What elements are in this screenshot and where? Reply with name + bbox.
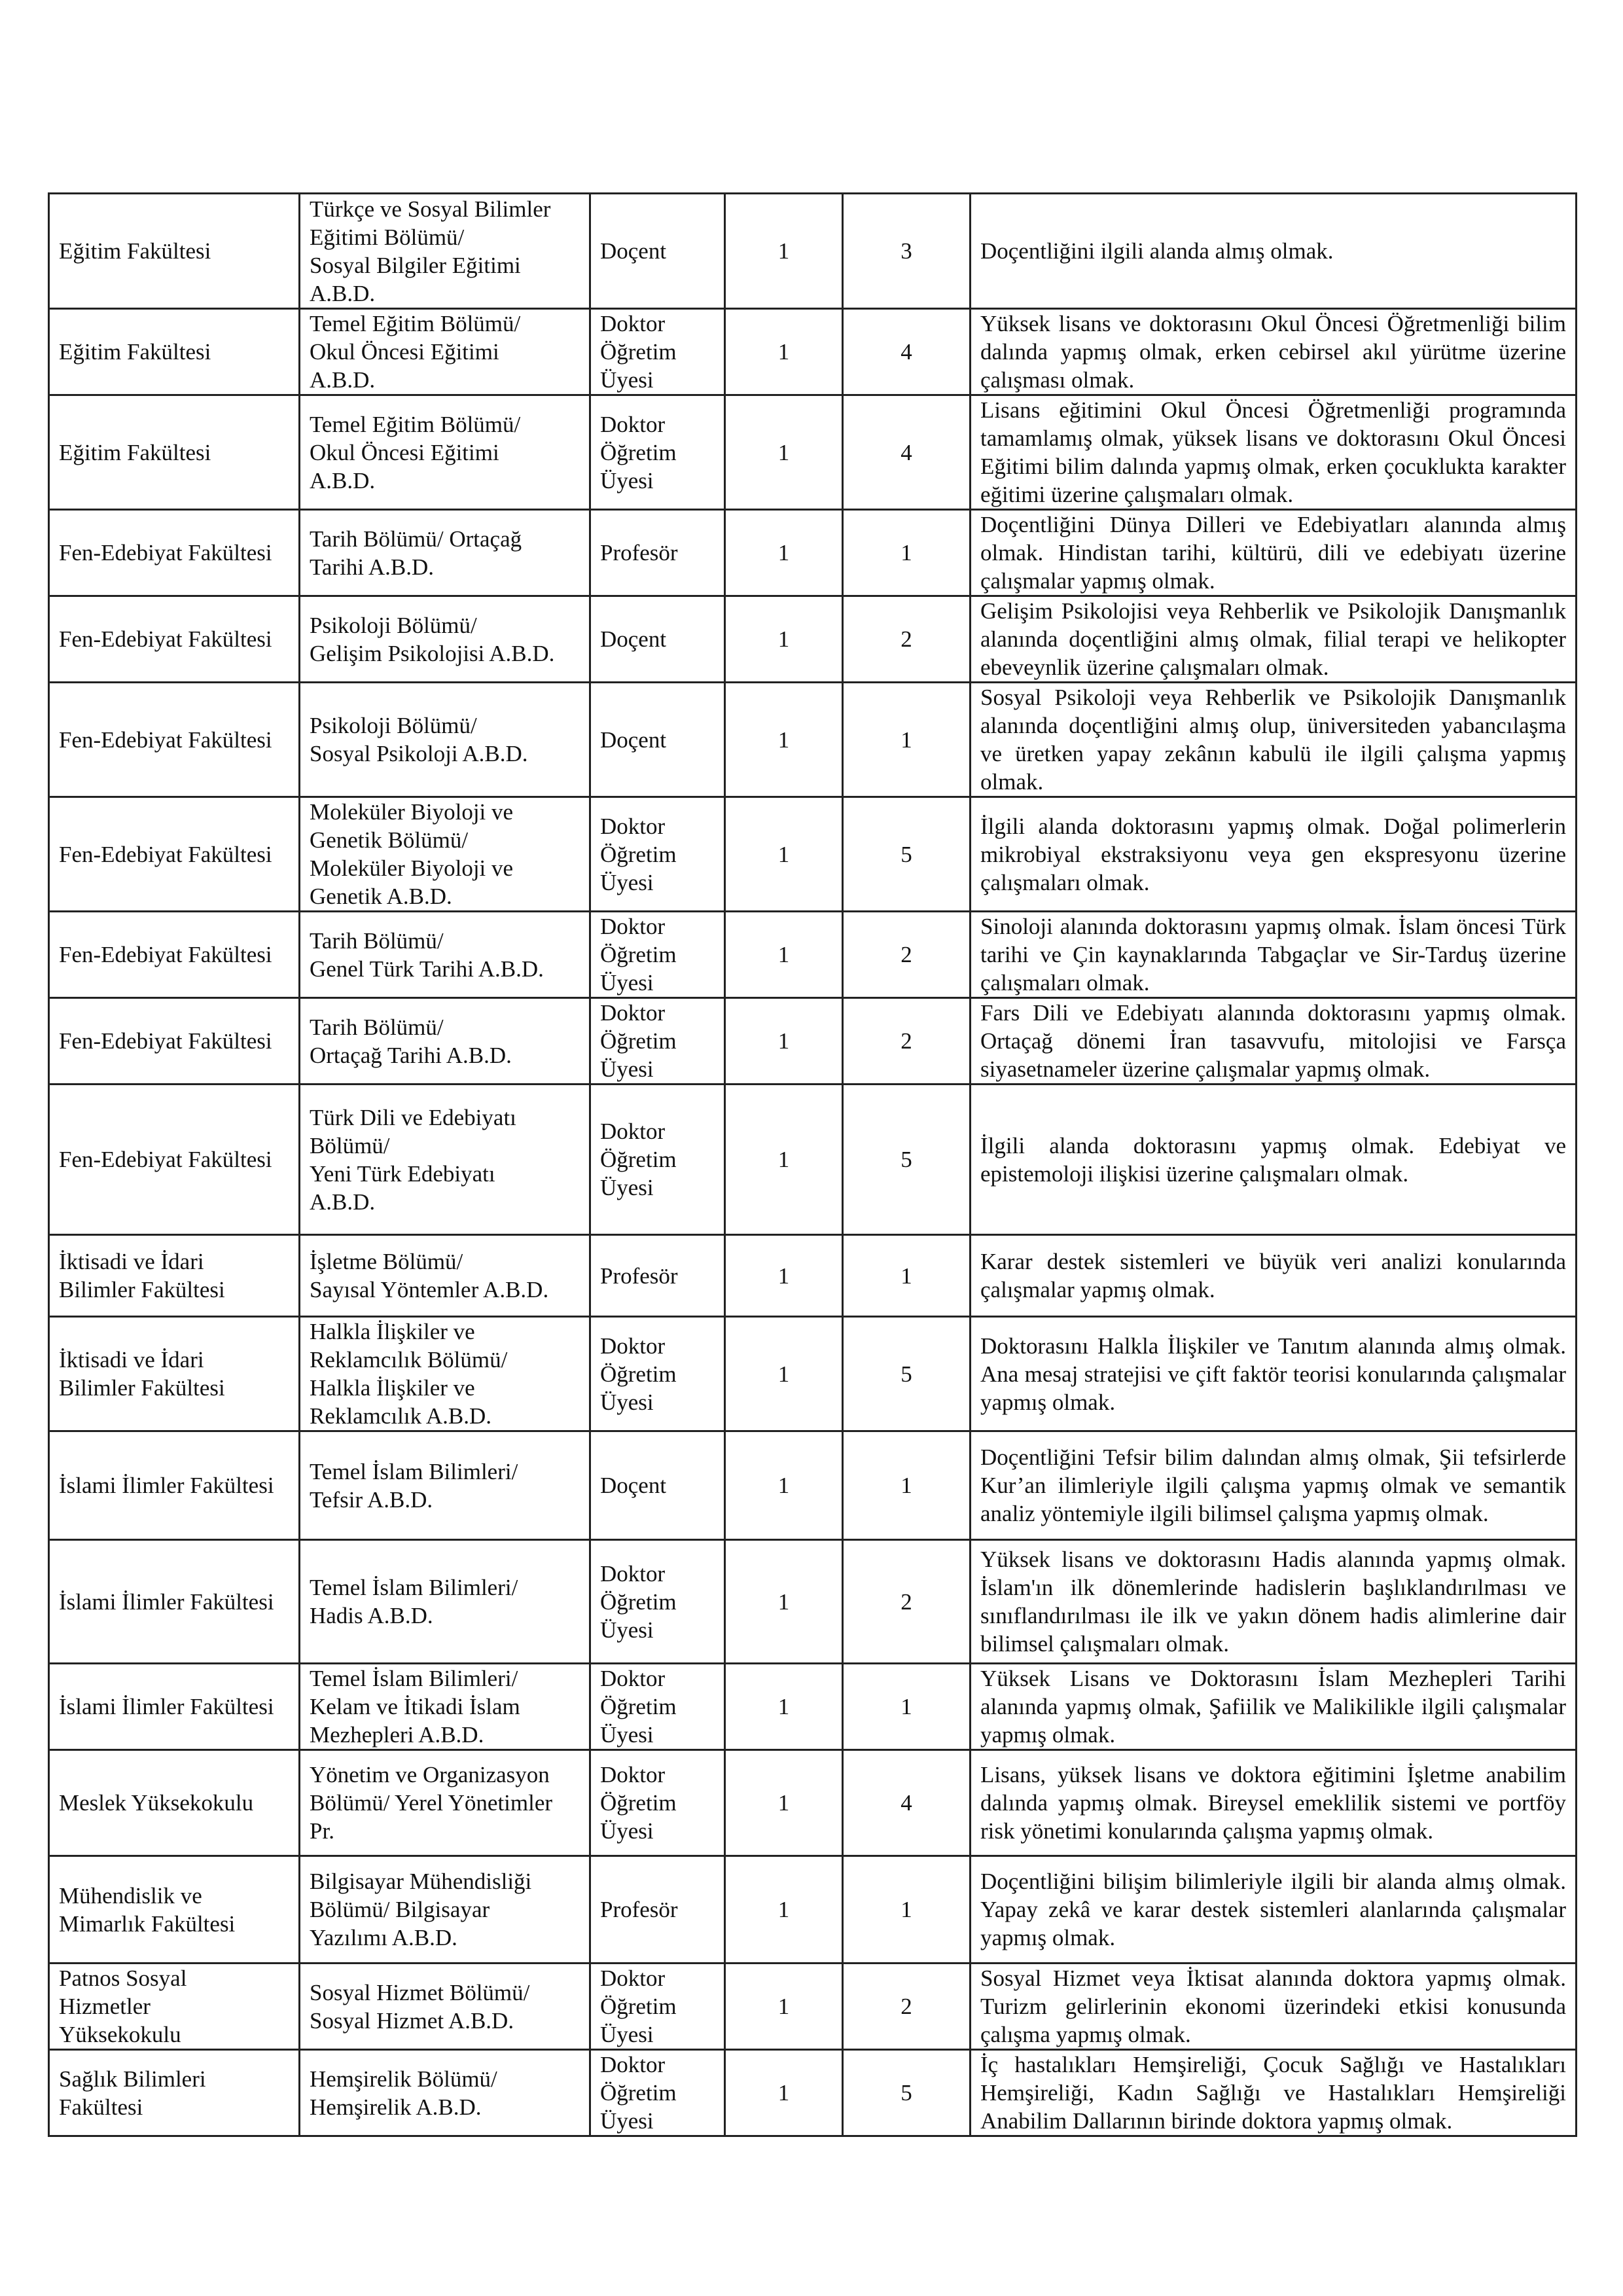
cell-text-line: A.B.D. (310, 467, 376, 493)
cell-text-line: Profesör (600, 1897, 678, 1922)
table-row (49, 1750, 1577, 1856)
cell-text-line: Sosyal Psikoloji A.B.D. (310, 741, 528, 766)
table-row (49, 395, 1577, 510)
cell-text-line: Doktor (600, 1965, 666, 1991)
faculty-cell (49, 510, 300, 596)
faculty-cell (49, 1540, 300, 1664)
cell-text-line: Öğretim (600, 1694, 677, 1719)
cell-text-line: İşletme Bölümü/ (310, 1249, 463, 1274)
position-count-cell: 1 (843, 510, 971, 596)
cell-text-line: Öğretim (600, 2080, 677, 2106)
cell-text-line: Doçent (600, 726, 667, 753)
position-count-cell: 3 (843, 194, 971, 309)
academic-title-cell (590, 1750, 725, 1856)
cell-text-line: Kelam ve İtikadi İslam (310, 1694, 520, 1719)
academic-title-cell (590, 395, 725, 510)
cell-text-line: Reklamcılık A.B.D. (310, 1403, 492, 1429)
table-row (49, 2050, 1577, 2136)
table-row (49, 1540, 1577, 1664)
cell-text-line: Genetik A.B.D. (310, 884, 452, 909)
academic-title-cell (590, 683, 725, 797)
department-cell (300, 1750, 590, 1856)
cell-text-line: Bilimler Fakültesi (59, 1375, 225, 1401)
requirement-cell: Yüksek lisans ve doktorasını Hadis alanında yapmış olmak. İslam'ın ilk dönemlerinde hadislerin başlıklandırılması ve sınıflandırılması ile ilk ve yakın dönem hadis alimlerine dair bilimsel çalışmaları olmak. (971, 1540, 1577, 1664)
cell-text-line: Halkla İlişkiler ve (310, 1319, 475, 1344)
cell-text-line: Okul Öncesi Eğitimi (310, 339, 499, 365)
faculty-cell (49, 596, 300, 683)
cell-text-line: İktisadi ve İdari (59, 1249, 204, 1274)
cell-text-line: Psikoloji Bölümü/ (310, 612, 477, 638)
department-cell (300, 596, 590, 683)
level-cell: 1 (725, 1540, 843, 1664)
cell-text-line: Temel İslam Bilimleri/ (310, 1666, 518, 1691)
position-count-cell: 1 (843, 1856, 971, 1964)
level-cell: 1 (725, 1235, 843, 1317)
level-cell: 1 (725, 510, 843, 596)
position-count-cell: 4 (843, 395, 971, 510)
cell-text-line: Temel Eğitim Bölümü/ (310, 311, 521, 336)
cell-text-line: Fen-Edebiyat Fakültesi (59, 841, 272, 867)
position-count-cell: 1 (843, 1431, 971, 1540)
department-cell (300, 1964, 590, 2050)
requirement-cell: Doktorasını Halkla İlişkiler ve Tanıtım alanında almış olmak. Ana mesaj stratejisi ve çift faktör teorisi konularında çalışmalar yapmış olmak. (971, 1317, 1577, 1431)
cell-text-line: Eğitimi Bölümü/ (310, 224, 465, 250)
department-cell (300, 1317, 590, 1431)
cell-text-line: Üyesi (600, 1175, 654, 1200)
cell-text-line: Doktor (600, 1333, 666, 1359)
cell-text-line: Bilgisayar Mühendisliği (310, 1869, 532, 1894)
faculty-cell (49, 998, 300, 1085)
cell-text-line: Fen-Edebiyat Fakültesi (59, 1147, 272, 1172)
faculty-cell (49, 1664, 300, 1750)
cell-text-line: Öğretim (600, 339, 677, 365)
department-cell (300, 1431, 590, 1540)
table-row (49, 194, 1577, 309)
cell-text-line: Hadis A.B.D. (310, 1603, 433, 1628)
academic-title-cell (590, 1540, 725, 1664)
academic-title-cell (590, 998, 725, 1085)
position-count-cell: 5 (843, 1085, 971, 1235)
cell-text-line: Öğretim (600, 1147, 677, 1172)
level-cell: 1 (725, 1317, 843, 1431)
cell-text-line: Hemşirelik A.B.D. (310, 2094, 482, 2120)
cell-text-line: Doçent (600, 238, 667, 264)
cell-text-line: Öğretim (600, 1028, 677, 1054)
level-cell: 1 (725, 395, 843, 510)
department-cell (300, 1540, 590, 1664)
cell-text-line: Doktor (600, 1666, 666, 1691)
cell-text-line: İslami İlimler Fakültesi (59, 1694, 274, 1719)
table-row (49, 1235, 1577, 1317)
requirement-cell: Sinoloji alanında doktorasını yapmış olmak. İslam öncesi Türk tarihi ve Çin kaynaklarında Tabgaçlar ve Sir-Tarduş üzerine çalışmaları olmak. (971, 912, 1577, 998)
cell-text-line: Öğretim (600, 1790, 677, 1816)
level-cell: 1 (725, 1085, 843, 1235)
academic-title-cell (590, 1856, 725, 1964)
cell-text-line: Tarih Bölümü/ (310, 927, 444, 954)
table-row (49, 510, 1577, 596)
faculty-cell (49, 1964, 300, 2050)
cell-text-line: Türkçe ve Sosyal Bilimler (310, 196, 551, 222)
faculty-cell (49, 1085, 300, 1235)
position-count-cell: 5 (843, 1317, 971, 1431)
table-row (49, 912, 1577, 998)
cell-text-line: Fen-Edebiyat Fakültesi (59, 540, 272, 565)
requirement-cell: Lisans, yüksek lisans ve doktora eğitimini İşletme anabilim dalında yapmış olmak. Bireysel emeklilik sistemi ve portföy risk yönetimi konularında çalışma yapmış olmak. (971, 1750, 1577, 1856)
cell-text-line: Gelişim Psikolojisi A.B.D. (310, 640, 555, 666)
department-cell (300, 912, 590, 998)
cell-text-line: Üyesi (600, 1722, 654, 1748)
table-row (49, 683, 1577, 797)
level-cell: 1 (725, 2050, 843, 2136)
level-cell: 1 (725, 1431, 843, 1540)
faculty-cell (49, 1750, 300, 1856)
cell-text-line: Genel Türk Tarihi A.B.D. (310, 956, 544, 982)
cell-text-line: Tarih Bölümü/ (310, 1014, 444, 1040)
position-count-cell: 4 (843, 309, 971, 395)
cell-text-line: Hemşirelik Bölümü/ (310, 2066, 497, 2092)
department-cell (300, 683, 590, 797)
cell-text-line: Fen-Edebiyat Fakültesi (59, 1028, 272, 1054)
table-body (49, 194, 1577, 2136)
cell-text-line: Öğretim (600, 1994, 677, 2019)
table-row (49, 1856, 1577, 1964)
requirement-cell: Doçentliğini bilişim bilimleriyle ilgili bir alanda almış olmak. Yapay zekâ ve karar destek sistemleri alanlarında çalışmalar yapmış olmak. (971, 1856, 1577, 1964)
cell-text-line: Üyesi (600, 2022, 654, 2047)
position-count-cell: 1 (843, 1664, 971, 1750)
level-cell: 1 (725, 1750, 843, 1856)
requirement-cell: Sosyal Hizmet veya İktisat alanında doktora yapmış olmak. Turizm gelirlerinin ekonomi üzerindeki etkisi konusunda çalışma yapmış olmak. (971, 1964, 1577, 2050)
academic-title-cell (590, 2050, 725, 2136)
cell-text-line: Doçent (600, 626, 667, 652)
level-cell: 1 (725, 912, 843, 998)
cell-text-line: Eğitim Fakültesi (59, 439, 211, 465)
position-count-cell: 2 (843, 1964, 971, 2050)
department-cell (300, 1856, 590, 1964)
cell-text-line: A.B.D. (310, 280, 376, 306)
cell-text-line: Üyesi (600, 2108, 654, 2134)
academic-title-cell (590, 797, 725, 912)
cell-text-line: Profesör (600, 540, 678, 565)
cell-text-line: Öğretim (600, 1361, 677, 1387)
requirement-cell: İç hastalıkları Hemşireliği, Çocuk Sağlığı ve Hastalıkları Hemşireliği, Kadın Sağlığı ve Hastalıkları Hemşireliği Anabilim Dallarının birinde doktora yapmış olmak. (971, 2050, 1577, 2136)
table-row (49, 596, 1577, 683)
requirement-cell: Gelişim Psikolojisi veya Rehberlik ve Psikolojik Danışmanlık alanında doçentliğini almış olmak, filial terapi ve helikopter ebeveynlik üzerine çalışmaları olmak. (971, 596, 1577, 683)
cell-text-line: Tefsir A.B.D. (310, 1486, 433, 1513)
department-cell (300, 2050, 590, 2136)
requirement-cell: Lisans eğitimini Okul Öncesi Öğretmenliği programında tamamlamış olmak, yüksek lisans ve doktorasını Okul Öncesi Eğitimi bilim dalında yapmış olmak, erken çocuklukta karakter eğitimi üzerine çalışmaları olmak. (971, 395, 1577, 510)
cell-text-line: Doktor (600, 411, 666, 437)
cell-text-line: Yeni Türk Edebiyatı (310, 1160, 495, 1187)
level-cell: 1 (725, 1664, 843, 1750)
table-row (49, 1664, 1577, 1750)
academic-title-cell (590, 1085, 725, 1235)
cell-text-line: Türk Dili ve Edebiyatı (310, 1104, 516, 1130)
cell-text-line: Yönetim ve Organizasyon (310, 1762, 550, 1787)
level-cell: 1 (725, 1856, 843, 1964)
cell-text-line: Sosyal Hizmet Bölümü/ (310, 1979, 530, 2005)
cell-text-line: İktisadi ve İdari (59, 1347, 204, 1372)
department-cell (300, 1664, 590, 1750)
requirement-cell: Doçentliğini Tefsir bilim dalından almış olmak, Şii tefsirlerde Kur’an ilimleriyle ilgili çalışma yapmış olmak ve semantik analiz yöntemiyle ilgili bilimsel çalışma yapmış olmak. (971, 1431, 1577, 1540)
cell-text-line: Yüksekokulu (59, 2022, 181, 2047)
cell-text-line: Temel İslam Bilimleri/ (310, 1458, 518, 1484)
faculty-cell (49, 2050, 300, 2136)
position-count-cell: 2 (843, 1540, 971, 1664)
requirement-cell: Yüksek lisans ve doktorasını Okul Öncesi Öğretmenliği bilim dalında yapmış olmak, erken cebirsel akıl yürütme üzerine çalışması olmak. (971, 309, 1577, 395)
cell-text-line: Üyesi (600, 1818, 654, 1844)
department-cell (300, 510, 590, 596)
cell-text-line: Tarihi A.B.D. (310, 554, 435, 580)
cell-text-line: Genetik Bölümü/ (310, 827, 469, 853)
cell-text-line: A.B.D. (310, 367, 376, 393)
cell-text-line: Okul Öncesi Eğitimi (310, 439, 499, 465)
cell-text-line: Üyesi (600, 367, 654, 393)
cell-text-line: Öğretim (600, 841, 677, 867)
academic-title-cell (590, 912, 725, 998)
level-cell: 1 (725, 309, 843, 395)
department-cell (300, 395, 590, 510)
cell-text-line: Doktor (600, 1119, 666, 1144)
table-row (49, 1431, 1577, 1540)
level-cell: 1 (725, 1964, 843, 2050)
faculty-cell (49, 1235, 300, 1317)
position-count-cell: 1 (843, 1235, 971, 1317)
faculty-cell (49, 1431, 300, 1540)
cell-text-line: Tarih Bölümü/ Ortaçağ (310, 526, 522, 552)
cell-text-line: Doktor (600, 914, 666, 939)
requirement-cell: Fars Dili ve Edebiyatı alanında doktorasını yapmış olmak. Ortaçağ dönemi İran tasavvufu, mitolojisi ve Farsça siyasetnameler üzerine çalışmalar yapmış olmak. (971, 998, 1577, 1085)
cell-text-line: Doktor (600, 1560, 666, 1587)
faculty-cell (49, 395, 300, 510)
department-cell (300, 194, 590, 309)
table-row (49, 1317, 1577, 1431)
department-cell (300, 797, 590, 912)
department-cell (300, 1235, 590, 1317)
level-cell: 1 (725, 998, 843, 1085)
level-cell: 1 (725, 194, 843, 309)
cell-text-line: Moleküler Biyoloji ve (310, 799, 514, 825)
faculty-cell (49, 1856, 300, 1964)
cell-text-line: Bölümü/ (310, 1132, 390, 1158)
cell-text-line: Üyesi (600, 467, 654, 493)
department-cell (300, 1085, 590, 1235)
cell-text-line: Mimarlık Fakültesi (59, 1910, 236, 1937)
cell-text-line: Sayısal Yöntemler A.B.D. (310, 1277, 549, 1302)
academic-title-cell (590, 1431, 725, 1540)
cell-text-line: Doktor (600, 1762, 666, 1787)
cell-text-line: İslami İlimler Fakültesi (59, 1588, 274, 1615)
faculty-cell (49, 683, 300, 797)
cell-text-line: Doktor (600, 311, 666, 336)
cell-text-line: Doktor (600, 2052, 666, 2077)
cell-text-line: Öğretim (600, 1588, 677, 1615)
academic-title-cell (590, 1964, 725, 2050)
cell-text-line: Fen-Edebiyat Fakültesi (59, 942, 272, 967)
academic-title-cell (590, 1664, 725, 1750)
cell-text-line: Eğitim Fakültesi (59, 339, 211, 365)
level-cell: 1 (725, 683, 843, 797)
cell-text-line: Bilimler Fakültesi (59, 1277, 225, 1302)
cell-text-line: Yazılımı A.B.D. (310, 1925, 457, 1950)
academic-positions-table (48, 192, 1577, 2137)
cell-text-line: Hizmetler (59, 1994, 151, 2019)
academic-title-cell (590, 596, 725, 683)
academic-title-cell (590, 1235, 725, 1317)
cell-text-line: Doktor (600, 1000, 666, 1026)
table-row (49, 797, 1577, 912)
requirement-cell: Karar destek sistemleri ve büyük veri analizi konularında çalışmalar yapmış olmak. (971, 1235, 1577, 1317)
cell-text-line: Temel Eğitim Bölümü/ (310, 411, 521, 437)
position-count-cell: 5 (843, 2050, 971, 2136)
cell-text-line: Öğretim (600, 439, 677, 465)
cell-text-line: Profesör (600, 1263, 678, 1289)
cell-text-line: Temel İslam Bilimleri/ (310, 1575, 518, 1600)
table-row (49, 998, 1577, 1085)
cell-text-line: Üyesi (600, 1056, 654, 1082)
cell-text-line: Üyesi (600, 1389, 654, 1415)
cell-text-line: Fakültesi (59, 2094, 143, 2120)
cell-text-line: Pr. (310, 1818, 334, 1844)
requirement-cell: Doçentliğini Dünya Dilleri ve Edebiyatları alanında almış olmak. Hindistan tarihi, kültürü, dili ve edebiyatı üzerine çalışmalar yapmış olmak. (971, 510, 1577, 596)
position-count-cell: 2 (843, 912, 971, 998)
position-count-cell: 2 (843, 596, 971, 683)
cell-text-line: Psikoloji Bölümü/ (310, 713, 477, 738)
cell-text-line: Sosyal Hizmet A.B.D. (310, 2007, 514, 2034)
academic-title-cell (590, 1317, 725, 1431)
requirement-cell: İlgili alanda doktorasını yapmış olmak. Doğal polimerlerin mikrobiyal ekstraksiyonu veya gen ekspresyonu üzerine çalışmaları olmak. (971, 797, 1577, 912)
level-cell: 1 (725, 596, 843, 683)
department-cell (300, 998, 590, 1085)
cell-text-line: Ortaçağ Tarihi A.B.D. (310, 1042, 512, 1068)
academic-title-cell (590, 194, 725, 309)
cell-text-line: Öğretim (600, 942, 677, 967)
cell-text-line: Mezhepleri A.B.D. (310, 1722, 484, 1748)
requirement-cell: Yüksek Lisans ve Doktorasını İslam Mezhepleri Tarihi alanında yapmış olmak, Şafiilik ve Malikilikle ilgili çalışmalar yapmış olmak. (971, 1664, 1577, 1750)
cell-text-line: Meslek Yüksekokulu (59, 1790, 254, 1816)
level-cell: 1 (725, 797, 843, 912)
academic-title-cell (590, 510, 725, 596)
cell-text-line: Reklamcılık Bölümü/ (310, 1347, 508, 1372)
cell-text-line: Bölümü/ Bilgisayar (310, 1897, 490, 1922)
faculty-cell (49, 797, 300, 912)
cell-text-line: Halkla İlişkiler ve (310, 1375, 475, 1401)
cell-text-line: Sağlık Bilimleri (59, 2066, 206, 2092)
cell-text-line: Fen-Edebiyat Fakültesi (59, 626, 272, 652)
cell-text-line: Moleküler Biyoloji ve (310, 855, 514, 881)
position-count-cell: 1 (843, 683, 971, 797)
cell-text-line: Mühendislik ve (59, 1882, 202, 1909)
cell-text-line: Fen-Edebiyat Fakültesi (59, 726, 272, 753)
table-row (49, 309, 1577, 395)
faculty-cell (49, 912, 300, 998)
requirement-cell: Doçentliğini ilgili alanda almış olmak. (971, 194, 1577, 309)
faculty-cell (49, 309, 300, 395)
cell-text-line: Üyesi (600, 1617, 654, 1643)
table-row (49, 1964, 1577, 2050)
position-count-cell: 4 (843, 1750, 971, 1856)
faculty-cell (49, 194, 300, 309)
cell-text-line: Üyesi (600, 970, 654, 996)
cell-text-line: Patnos Sosyal (59, 1965, 187, 1991)
cell-text-line: Bölümü/ Yerel Yönetimler (310, 1790, 553, 1816)
cell-text-line: Doçent (600, 1473, 667, 1498)
cell-text-line: İslami İlimler Fakültesi (59, 1473, 274, 1498)
cell-text-line: Eğitim Fakültesi (59, 238, 211, 264)
faculty-cell (49, 1317, 300, 1431)
table-row (49, 1085, 1577, 1235)
academic-title-cell (590, 309, 725, 395)
department-cell (300, 309, 590, 395)
cell-text-line: Üyesi (600, 869, 654, 895)
position-count-cell: 5 (843, 797, 971, 912)
cell-text-line: A.B.D. (310, 1189, 376, 1215)
cell-text-line: Sosyal Bilgiler Eğitimi (310, 252, 521, 278)
requirement-cell: Sosyal Psikoloji veya Rehberlik ve Psikolojik Danışmanlık alanında doçentliğini almış olup, üniversiteden yabancılaşma ve üretken yapay zekânın kabulü ile ilgili çalışma yapmış olmak. (971, 683, 1577, 797)
cell-text-line: Doktor (600, 813, 666, 839)
requirement-cell: İlgili alanda doktorasını yapmış olmak. Edebiyat ve epistemoloji ilişkisi üzerine çalışmaları olmak. (971, 1085, 1577, 1235)
position-count-cell: 2 (843, 998, 971, 1085)
